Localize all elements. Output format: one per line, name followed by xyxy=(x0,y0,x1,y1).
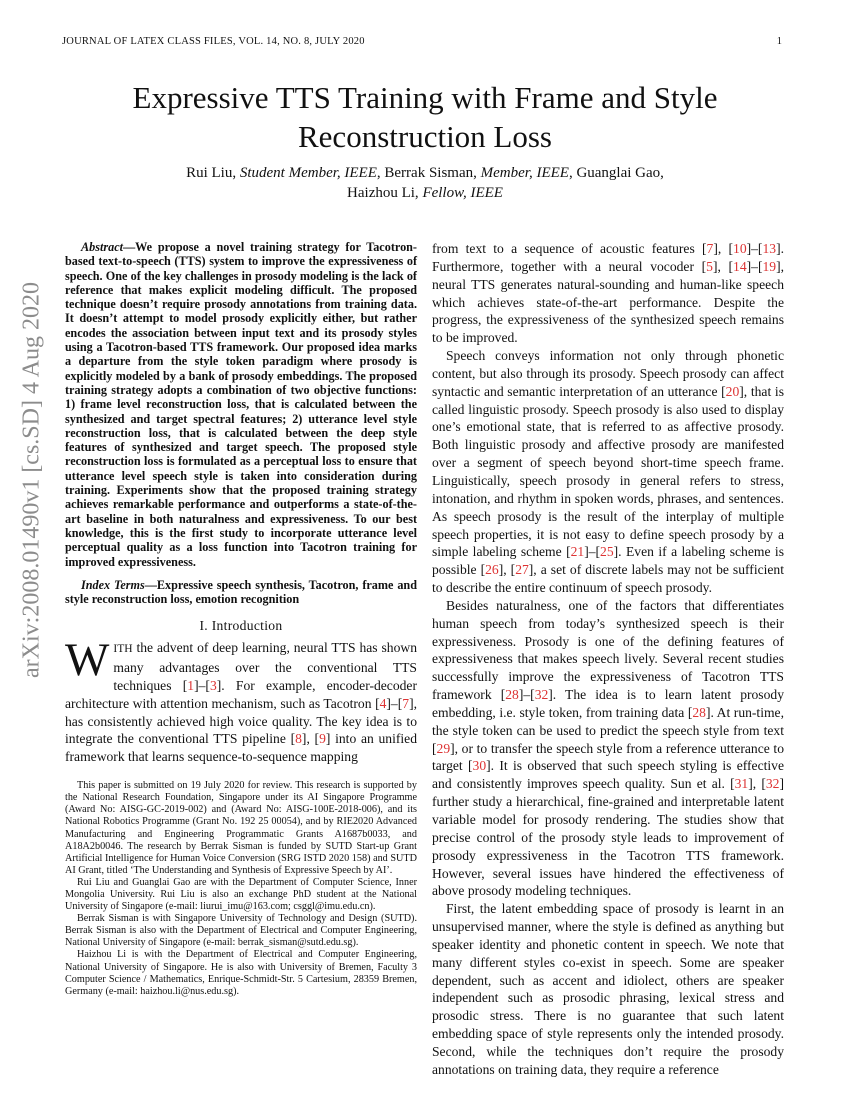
paper-title: Expressive TTS Training with Frame and Style Reconstruction Loss xyxy=(132,80,718,154)
abstract-text: We propose a novel training strategy for Tacotron-based text-to-speech (TTS) system to improve the expressiveness of speech. One of the key challenges in prosody modeling is the lack of reference that makes explicit modeling difficult. The proposed technique doesn’t require prosody annotations from training data. It doesn’t attempt to model prosody explicitly either, but rather encodes the association between input text and its prosody styles using a Tacotron-based TTS framework. Our proposed idea marks a departure from the style token paradigm where prosody is explicitly modeled by a bank of prosody embeddings. The proposed training strategy adopts a combination of two objective functions: 1) frame level reconstruction loss, that is calculated between the synthesized and target spectral features; 2) utterance level style reconstruction loss, that is calculated between the deep style features of synthesized and target speech. The proposed style reconstruction loss is formulated as a perceptual loss to ensure that utterance level speech style is taken into consideration during training. Experiments show that the proposed training strategy achieves remarkable performance and outperforms a state-of-the-art baseline in both naturalness and expressiveness. To our best knowledge, this is the first study to incorporate utterance level perceptual quality as a loss function into Tacotron training for improved expressiveness. xyxy=(65,240,417,569)
page-number: 1 xyxy=(776,36,782,47)
citation-link[interactable]: 1 xyxy=(187,677,195,693)
citation-link[interactable]: 25 xyxy=(600,544,614,560)
citation-link[interactable]: 4 xyxy=(379,695,387,711)
author-list: Rui Liu, Student Member, IEEE, Berrak Sisman, Member, IEEE, Guanglai Gao, Haizhou Li, Fellow, IEEE xyxy=(186,165,664,201)
footnote: Haizhou Li is with the Department of Electrical and Computer Engineering, National University of Singapore. He is also with University of Bremen, Faculty 3 Computer Science / Mathematics, Enrique-Schmidt-Str. 5 Cartesium, 28359 Bremen, Germany (e-mail: haizhou.li@nus.edu.sg). xyxy=(65,949,417,997)
citation-link[interactable]: 30 xyxy=(472,758,487,774)
footnote: Berrak Sisman is with Singapore University of Technology and Design (SUTD). Berrak Sisman is also with the Department of Electrical and Computer Engineering, National University of Singapore (e-mail: berrak_sisman@sutd.edu.sg). xyxy=(65,913,417,949)
running-head: JOURNAL OF LATEX CLASS FILES, VOL. 14, NO. 8, JULY 2020 xyxy=(62,36,365,47)
citation-link[interactable]: 5 xyxy=(706,258,713,274)
citation-link[interactable]: 28 xyxy=(692,704,706,720)
section-heading-introduction xyxy=(65,617,417,635)
body-paragraph: Besides naturalness, one of the factors that differentiates human speech from today’s synthesized speech is their expressiveness. Prosody is one of the defining features of expressiveness that makes speech lively. Several recent studies successfully improve the expressiveness of Tacotron TTS framework [28]–[32]. The idea is to learn latent prosody embedding, i.e. style token, from training data [28]. At run-time, the style token can be used to predict the speech style from text [29], or to transfer the speech style from a reference utterance to target [30]. It is observed that such speech styling is effective and consistently improves speech quality. Sun et al. [31], [32] further study a hierarchical, fine-grained and interpretable latent variable model for prosody rendering. The studies show that precise control of the prosody style leads to improvement of prosody expressiveness in the Tacotron TTS framework. However, several issues have hindered the effectiveness of above prosody modeling techniques. xyxy=(432,597,784,899)
citation-link[interactable]: 32 xyxy=(765,776,780,792)
citation-link[interactable]: 21 xyxy=(570,544,585,560)
index-terms-text: Expressive speech synthesis, Tacotron, frame and style reconstruction loss, emotion recognition xyxy=(65,577,417,607)
index-terms-label: Index Terms xyxy=(81,577,145,592)
left-column xyxy=(65,240,417,998)
body-paragraph: from text to a sequence of acoustic features [7], [10]–[13]. Furthermore, together with a neural vocoder [5], [14]–[19], neural TTS generates natural-sounding and human-like speech which achieves state-of-the-art performance. Despite the progress, the expressiveness of the synthesized speech remains to be improved. xyxy=(432,241,785,346)
citation-link[interactable]: 26 xyxy=(485,562,499,578)
arxiv-stamp-text: arXiv:2008.01490v1 [cs.SD] 4 Aug 2020 xyxy=(18,282,45,678)
footnote: This paper is submitted on 19 July 2020 for review. This research is supported by the National Research Foundation, Singapore under its AI Singapore Programme (Award No: AISG-GC-2019-002) and (Award No: AISG-100E-2018-006), and its National Robotics Programme (Grant No. 192 25 00054), and by RIE2020 Advanced Manufacturing and Engineering Programmatic Grants A1687b0033, and A18A2b0046. The research by Berrak Sisman is funded by SUTD Start-up Grant Artificial Intelligence for Human Voice Conversion (SRG ISTD 2020 158) and SUTD AI Grant, titled ‘The Understanding and Synthesis of Expressive Speech by AI’. xyxy=(65,780,417,876)
body-paragraph: Speech conveys information not only through phonetic content, but also through its prosody. Speech prosody can affect syntactic and semantic interpretation of an utterance [20], that is called linguistic prosody. Speech prosody is also used to display one’s emotional state, that is referred to as affective prosody. Both linguistic prosody and affective prosody are manifested over a segment of speech beyond short-time speech frame. Linguistically, speech prosody in general refers to stress, intonation, and rhythm in spoken words, phrases, and sentences. As speech prosody is the result of the interplay of multiple speech properties, it is not easy to define speech prosody by a simple labeling scheme [21]–[25]. Even if a labeling scheme is possible [26], [27], a set of discrete labels may not be sufficient to describe the entire continuum of speech prosody. xyxy=(432,348,785,596)
citation-link[interactable]: 31 xyxy=(734,776,749,792)
citation-link[interactable]: 13 xyxy=(762,241,777,256)
body-paragraph: First, the latent embedding space of prosody is learnt in an unsupervised manner, where the style is defined as anything but speaker identity and phonetic content in speech. We note that many different styles co-exist in speech. Some are speaker dependent, such as accent and idiolect, others are speaker independent such as prosodic phrasing, lexical stress and prosodic stress. There is no guarantee that such latent embedding space of style represents only the intended prosody. Second, while the techniques don’t require the prosody annotations on training data, they require a reference xyxy=(432,901,784,1077)
citation-link[interactable]: 7 xyxy=(402,695,410,711)
citation-link[interactable]: 3 xyxy=(209,677,217,693)
intro-paragraph-1 xyxy=(65,634,417,766)
citation-link[interactable]: 14 xyxy=(733,258,747,274)
citation-link[interactable]: 7 xyxy=(706,241,714,256)
citation-link[interactable]: 19 xyxy=(762,258,777,274)
dropcap-letter: W xyxy=(65,634,110,687)
abstract: Abstract—We propose a novel training strategy for Tacotron-based text-to-speech (TTS) system to improve the expressiveness of speech. One of the key challenges in prosody modeling is the lack of reference that makes explicit modeling difficult. The proposed technique doesn’t require prosody annotations from training data. It doesn’t attempt to model prosody explicitly either, but rather encodes the association between input text and its prosody styles using a Tacotron-based TTS framework. Our proposed idea marks a departure from the style token paradigm where prosody is explicitly modeled by a bank of prosody embeddings. The proposed training strategy adopts a combination of two objective functions: 1) frame level reconstruction loss, that is calculated between the synthesized and target spectral features; 2) utterance level style reconstruction loss, that is calculated between the deep style features of synthesized and target speech. The proposed style reconstruction loss is formulated as a perceptual loss to ensure that utterance level speech style is taken into consideration during training. Experiments show that the proposed training strategy achieves remarkable performance and outperforms a state-of-the-art baseline in both naturalness and expressiveness. To our best knowledge, this is the first study to incorporate utterance level perceptual quality as a loss function into Tacotron training for improved expressiveness. xyxy=(65,240,417,569)
citation-link[interactable]: 28 xyxy=(505,687,519,703)
right-column xyxy=(432,240,784,1079)
abstract-label: Abstract xyxy=(81,240,123,254)
citation-link[interactable]: 27 xyxy=(515,562,529,578)
citation-link[interactable]: 20 xyxy=(725,383,740,399)
citation-link[interactable]: 29 xyxy=(436,740,451,756)
citation-link[interactable]: 10 xyxy=(733,241,747,256)
index-terms: Index Terms—Expressive speech synthesis, Tacotron, frame and style reconstruction loss, emotion recognition xyxy=(65,577,417,607)
citation-link[interactable]: 8 xyxy=(295,731,302,747)
section-title: Introduction xyxy=(211,618,283,634)
intro-paragraph-1-text: ITH the advent of deep learning, neural TTS has shown many advantages over the conventional TTS techniques [1]–[3]. For example, encoder-decoder architecture with attention mechanism, such as Tacotron [4]–[7], has consistently achieved high voice quality. The key idea is to integrate the conventional TTS pipeline [8], [9] into an unified framework that learns sequence-to-sequence mapping xyxy=(65,640,417,765)
footnotes xyxy=(65,780,417,998)
section-number: I. xyxy=(199,618,208,634)
arxiv-stamp xyxy=(4,282,60,678)
citation-link[interactable]: 32 xyxy=(534,687,549,703)
footnote: Rui Liu and Guanglai Gao are with the Department of Computer Science, Inner Mongolia University. Rui Liu is also an exchange PhD student at the National University of Singapore (e-mail: liurui_imu@163.com; csggl@imu.edu.cn). xyxy=(65,876,417,913)
citation-link[interactable]: 9 xyxy=(319,731,326,747)
